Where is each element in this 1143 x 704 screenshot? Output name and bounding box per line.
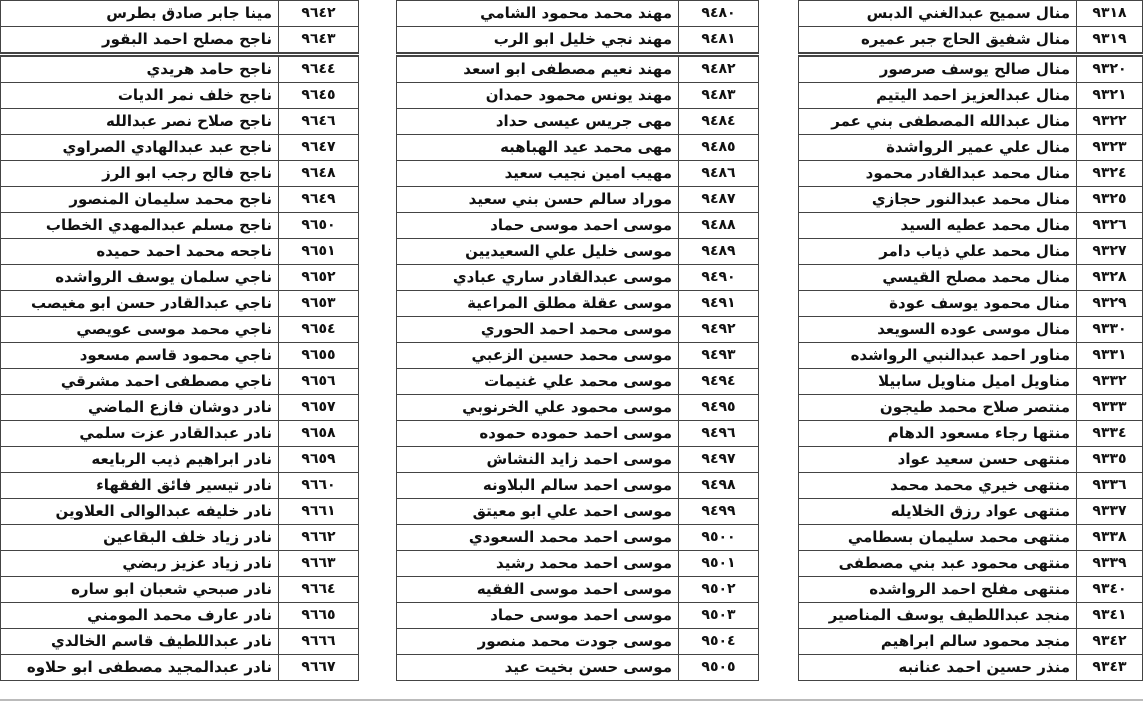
person-name-cell: ناجح مسلم عبدالمهدي الخطاب	[1, 213, 279, 239]
person-name-cell: نادر ابراهيم ذيب الربايعه	[1, 447, 279, 473]
serial-number-cell: ٩٦٦٠	[279, 473, 359, 499]
serial-number-cell: ٩٦٦٣	[279, 551, 359, 577]
person-name-cell: موسى احمد حموده حموده	[397, 421, 679, 447]
table-row	[397, 1, 759, 27]
names-table-right	[798, 0, 1143, 681]
person-name-cell: موسى عبدالقادر ساري عبادي	[397, 265, 679, 291]
person-name-cell: ناجح حامد هريدي	[1, 55, 279, 83]
table-row	[397, 395, 759, 421]
serial-number-cell: ٩٤٨٠	[679, 1, 759, 27]
table-row	[799, 27, 1143, 55]
serial-number-cell: ٩٣٢٩	[1077, 291, 1143, 317]
person-name-cell: منال صالح يوسف صرصور	[799, 55, 1077, 83]
table-row	[799, 83, 1143, 109]
person-name-cell: ناجح فالح رجب ابو الرز	[1, 161, 279, 187]
table-row	[799, 343, 1143, 369]
person-name-cell: ناجح صلاح نصر عبدالله	[1, 109, 279, 135]
table-row	[397, 577, 759, 603]
person-name-cell: مناور احمد عبدالنبي الرواشده	[799, 343, 1077, 369]
person-name-cell: منتهى محمود عبد بني مصطفى	[799, 551, 1077, 577]
table-row	[799, 161, 1143, 187]
person-name-cell: ناجي محمود قاسم مسعود	[1, 343, 279, 369]
serial-number-cell: ٩٦٤٦	[279, 109, 359, 135]
serial-number-cell: ٩٦٦٢	[279, 525, 359, 551]
table-row	[397, 655, 759, 681]
serial-number-cell: ٩٣٣١	[1077, 343, 1143, 369]
person-name-cell: موسى احمد محمد رشيد	[397, 551, 679, 577]
person-name-cell: منال محمد عبدالقادر محمود	[799, 161, 1077, 187]
table-row	[1, 187, 359, 213]
serial-number-cell: ٩٤٩٥	[679, 395, 759, 421]
person-name-cell: مهند نجي خليل ابو الرب	[397, 27, 679, 55]
table-row	[1, 161, 359, 187]
serial-number-cell: ٩٣٣٨	[1077, 525, 1143, 551]
serial-number-cell: ٩٤٩٩	[679, 499, 759, 525]
table-body-left	[1, 1, 359, 681]
serial-number-cell: ٩٣٤٠	[1077, 577, 1143, 603]
table-row	[799, 551, 1143, 577]
person-name-cell: موسى احمد زايد النشاش	[397, 447, 679, 473]
table-row	[1, 213, 359, 239]
table-row	[397, 109, 759, 135]
person-name-cell: منتهى خيري محمد محمد	[799, 473, 1077, 499]
serial-number-cell: ٩٥٠٥	[679, 655, 759, 681]
person-name-cell: مهى جريس عيسى حداد	[397, 109, 679, 135]
serial-number-cell: ٩٦٥٤	[279, 317, 359, 343]
person-name-cell: موسى احمد علي ابو معيتق	[397, 499, 679, 525]
table-row	[1, 421, 359, 447]
person-name-cell: ناجح مصلح احمد البقور	[1, 27, 279, 55]
table-row	[1, 525, 359, 551]
table-row	[799, 395, 1143, 421]
table-row	[799, 421, 1143, 447]
person-name-cell: موسى محمد احمد الحوري	[397, 317, 679, 343]
serial-number-cell: ٩٤٨٤	[679, 109, 759, 135]
person-name-cell: موسى احمد موسى الفقيه	[397, 577, 679, 603]
person-name-cell: نادر عارف محمد المومني	[1, 603, 279, 629]
serial-number-cell: ٩٤٨٥	[679, 135, 759, 161]
serial-number-cell: ٩٣٢٠	[1077, 55, 1143, 83]
table-row	[397, 447, 759, 473]
serial-number-cell: ٩٤٨٦	[679, 161, 759, 187]
serial-number-cell: ٩٥٠٤	[679, 629, 759, 655]
serial-number-cell: ٩٥٠١	[679, 551, 759, 577]
serial-number-cell: ٩٤٨١	[679, 27, 759, 55]
person-name-cell: مينا جابر صادق بطرس	[1, 1, 279, 27]
person-name-cell: ناجي محمد موسى عويصي	[1, 317, 279, 343]
serial-number-cell: ٩٤٨٢	[679, 55, 759, 83]
table-row	[799, 499, 1143, 525]
serial-number-cell: ٩٤٨٩	[679, 239, 759, 265]
person-name-cell: منال محمد عبدالنور حجازي	[799, 187, 1077, 213]
person-name-cell: ناجح محمد سليمان المنصور	[1, 187, 279, 213]
serial-number-cell: ٩٦٦٦	[279, 629, 359, 655]
table-row	[397, 27, 759, 55]
serial-number-cell: ٩٣٣٢	[1077, 369, 1143, 395]
serial-number-cell: ٩٦٥١	[279, 239, 359, 265]
names-table-left	[0, 0, 359, 681]
person-name-cell: منال سميح عبدالغني الدبس	[799, 1, 1077, 27]
table-row	[799, 239, 1143, 265]
table-row	[799, 109, 1143, 135]
person-name-cell: مهند نعيم مصطفى ابو اسعد	[397, 55, 679, 83]
serial-number-cell: ٩٣١٨	[1077, 1, 1143, 27]
table-row	[799, 187, 1143, 213]
serial-number-cell: ٩٣٣٧	[1077, 499, 1143, 525]
serial-number-cell: ٩٤٨٧	[679, 187, 759, 213]
person-name-cell: موسى جودت محمد منصور	[397, 629, 679, 655]
serial-number-cell: ٩٦٦١	[279, 499, 359, 525]
table-row	[1, 577, 359, 603]
table-row	[397, 499, 759, 525]
table-row	[799, 447, 1143, 473]
serial-number-cell: ٩٦٥٥	[279, 343, 359, 369]
person-name-cell: منال عبدالعزيز احمد اليتيم	[799, 83, 1077, 109]
serial-number-cell: ٩٣٣٥	[1077, 447, 1143, 473]
serial-number-cell: ٩٦٤٧	[279, 135, 359, 161]
serial-number-cell: ٩٣٤١	[1077, 603, 1143, 629]
serial-number-cell: ٩٣٢٦	[1077, 213, 1143, 239]
table-row	[1, 83, 359, 109]
serial-number-cell: ٩٤٩٤	[679, 369, 759, 395]
person-name-cell: منال علي عمير الرواشدة	[799, 135, 1077, 161]
serial-number-cell: ٩٤٨٣	[679, 83, 759, 109]
serial-number-cell: ٩٣٣٦	[1077, 473, 1143, 499]
person-name-cell: نادر تيسير فائق الفقهاء	[1, 473, 279, 499]
person-name-cell: موسى محمد حسين الزعبي	[397, 343, 679, 369]
table-row	[799, 577, 1143, 603]
serial-number-cell: ٩٦٥٩	[279, 447, 359, 473]
table-row	[1, 239, 359, 265]
table-row	[1, 655, 359, 681]
serial-number-cell: ٩٣٢١	[1077, 83, 1143, 109]
table-row	[1, 473, 359, 499]
person-name-cell: ناجي عبدالقادر حسن ابو مغيصب	[1, 291, 279, 317]
serial-number-cell: ٩٦٥٠	[279, 213, 359, 239]
serial-number-cell: ٩٣٢٣	[1077, 135, 1143, 161]
serial-number-cell: ٩٤٩٣	[679, 343, 759, 369]
person-name-cell: مناويل اميل مناويل سابيلا	[799, 369, 1077, 395]
person-name-cell: موسى محمود علي الخرنوبي	[397, 395, 679, 421]
person-name-cell: منتهى محمد سليمان بسطامي	[799, 525, 1077, 551]
table-row	[397, 55, 759, 83]
person-name-cell: منجد عبداللطيف يوسف المناصير	[799, 603, 1077, 629]
table-row	[799, 291, 1143, 317]
table-row	[799, 629, 1143, 655]
person-name-cell: مهند يونس محمود حمدان	[397, 83, 679, 109]
serial-number-cell: ٩٤٩٧	[679, 447, 759, 473]
names-table-middle	[396, 0, 759, 681]
serial-number-cell: ٩٤٩٦	[679, 421, 759, 447]
serial-number-cell: ٩٦٤٢	[279, 1, 359, 27]
table-row	[1, 265, 359, 291]
serial-number-cell: ٩٥٠٢	[679, 577, 759, 603]
table-row	[1, 343, 359, 369]
serial-number-cell: ٩٣٢٢	[1077, 109, 1143, 135]
table-row	[397, 473, 759, 499]
person-name-cell: نادر صبحي شعبان ابو ساره	[1, 577, 279, 603]
serial-number-cell: ٩٣٢٤	[1077, 161, 1143, 187]
serial-number-cell: ٩٣٣٣	[1077, 395, 1143, 421]
table-row	[799, 265, 1143, 291]
table-row	[1, 603, 359, 629]
person-name-cell: موسى حسن بخيت عيد	[397, 655, 679, 681]
serial-number-cell: ٩٣٣٠	[1077, 317, 1143, 343]
person-name-cell: موسى محمد علي غنيمات	[397, 369, 679, 395]
person-name-cell: موراد سالم حسن بني سعيد	[397, 187, 679, 213]
serial-number-cell: ٩٥٠٣	[679, 603, 759, 629]
person-name-cell: منتهى حسن سعيد عواد	[799, 447, 1077, 473]
serial-number-cell: ٩٣٢٨	[1077, 265, 1143, 291]
serial-number-cell: ٩٣١٩	[1077, 27, 1143, 55]
person-name-cell: ناجحه محمد احمد حميده	[1, 239, 279, 265]
person-name-cell: مهند محمد محمود الشامي	[397, 1, 679, 27]
person-name-cell: ناجي مصطفى احمد مشرقي	[1, 369, 279, 395]
person-name-cell: منجد محمود سالم ابراهيم	[799, 629, 1077, 655]
table-row	[397, 187, 759, 213]
table-row	[1, 1, 359, 27]
serial-number-cell: ٩٦٥٧	[279, 395, 359, 421]
person-name-cell: منتهى مفلح احمد الرواشده	[799, 577, 1077, 603]
person-name-cell: منتصر صلاح محمد طيجون	[799, 395, 1077, 421]
person-name-cell: منتها رجاء مسعود الدهام	[799, 421, 1077, 447]
person-name-cell: موسى خليل علي السعيديين	[397, 239, 679, 265]
person-name-cell: موسى احمد محمد السعودي	[397, 525, 679, 551]
table-row	[397, 421, 759, 447]
person-name-cell: منال عبدالله المصطفى بني عمر	[799, 109, 1077, 135]
person-name-cell: ناجح عبد عبدالهادي الصراوي	[1, 135, 279, 161]
person-name-cell: نادر عبدالقادر عزت سلمي	[1, 421, 279, 447]
person-name-cell: منال شفيق الحاج جبر عميره	[799, 27, 1077, 55]
table-row	[1, 109, 359, 135]
table-row	[397, 213, 759, 239]
table-row	[799, 1, 1143, 27]
table-row	[799, 655, 1143, 681]
serial-number-cell: ٩٦٤٨	[279, 161, 359, 187]
table-row	[397, 135, 759, 161]
table-row	[1, 317, 359, 343]
serial-number-cell: ٩٣٣٩	[1077, 551, 1143, 577]
table-row	[1, 291, 359, 317]
table-row	[397, 161, 759, 187]
page-bottom-divider	[0, 699, 1143, 701]
person-name-cell: نادر خليفه عبدالوالى العلاوين	[1, 499, 279, 525]
serial-number-cell: ٩٤٩١	[679, 291, 759, 317]
person-name-cell: مهيب امين نجيب سعيد	[397, 161, 679, 187]
table-row	[799, 603, 1143, 629]
table-body-middle	[397, 1, 759, 681]
table-row	[1, 499, 359, 525]
serial-number-cell: ٩٣٣٤	[1077, 421, 1143, 447]
table-row	[1, 135, 359, 161]
table-row	[799, 135, 1143, 161]
table-row	[397, 629, 759, 655]
person-name-cell: ناجح خلف نمر الديات	[1, 83, 279, 109]
table-row	[1, 395, 359, 421]
serial-number-cell: ٩٦٤٩	[279, 187, 359, 213]
table-row	[397, 265, 759, 291]
serial-number-cell: ٩٦٥٢	[279, 265, 359, 291]
serial-number-cell: ٩٦٥٣	[279, 291, 359, 317]
serial-number-cell: ٩٤٩٠	[679, 265, 759, 291]
table-row	[397, 603, 759, 629]
serial-number-cell: ٩٣٢٥	[1077, 187, 1143, 213]
table-row	[397, 83, 759, 109]
person-name-cell: منال محمد علي ذياب دامر	[799, 239, 1077, 265]
serial-number-cell: ٩٤٨٨	[679, 213, 759, 239]
table-row	[799, 473, 1143, 499]
table-row	[799, 369, 1143, 395]
table-row	[397, 369, 759, 395]
person-name-cell: موسى احمد موسى حماد	[397, 213, 679, 239]
person-name-cell: موسى احمد موسى حماد	[397, 603, 679, 629]
serial-number-cell: ٩٦٤٥	[279, 83, 359, 109]
table-row	[397, 343, 759, 369]
person-name-cell: موسى عقلة مطلق المراعية	[397, 291, 679, 317]
table-row	[397, 525, 759, 551]
serial-number-cell: ٩٣٤٢	[1077, 629, 1143, 655]
serial-number-cell: ٩٦٥٨	[279, 421, 359, 447]
table-row	[799, 55, 1143, 83]
person-name-cell: نادر دوشان فازع الماضي	[1, 395, 279, 421]
person-name-cell: ناجي سلمان يوسف الرواشده	[1, 265, 279, 291]
person-name-cell: منتهى عواد رزق الخلايله	[799, 499, 1077, 525]
serial-number-cell: ٩٦٦٤	[279, 577, 359, 603]
person-name-cell: نادر زياد خلف البقاعين	[1, 525, 279, 551]
serial-number-cell: ٩٦٦٥	[279, 603, 359, 629]
person-name-cell: منال محمد عطيه السيد	[799, 213, 1077, 239]
table-row	[1, 27, 359, 55]
person-name-cell: نادر عبداللطيف قاسم الخالدي	[1, 629, 279, 655]
person-name-cell: منذر حسين احمد عنانبه	[799, 655, 1077, 681]
serial-number-cell: ٩٥٠٠	[679, 525, 759, 551]
person-name-cell: نادر زياد عزيز ربضي	[1, 551, 279, 577]
person-name-cell: مهى محمد عيد الهباهبه	[397, 135, 679, 161]
table-body-right	[799, 1, 1143, 681]
table-row	[1, 447, 359, 473]
table-row	[1, 369, 359, 395]
serial-number-cell: ٩٤٩٨	[679, 473, 759, 499]
table-row	[397, 551, 759, 577]
serial-number-cell: ٩٤٩٢	[679, 317, 759, 343]
serial-number-cell: ٩٣٤٣	[1077, 655, 1143, 681]
person-name-cell: موسى احمد سالم البلاونه	[397, 473, 679, 499]
table-row	[799, 317, 1143, 343]
person-name-cell: منال موسى عوده السويعد	[799, 317, 1077, 343]
person-name-cell: منال محمود يوسف عودة	[799, 291, 1077, 317]
table-row	[397, 291, 759, 317]
serial-number-cell: ٩٦٤٣	[279, 27, 359, 55]
person-name-cell: منال محمد مصلح القيسي	[799, 265, 1077, 291]
table-row	[397, 239, 759, 265]
serial-number-cell: ٩٣٢٧	[1077, 239, 1143, 265]
table-row	[1, 55, 359, 83]
table-row	[799, 213, 1143, 239]
serial-number-cell: ٩٦٥٦	[279, 369, 359, 395]
table-row	[1, 551, 359, 577]
serial-number-cell: ٩٦٤٤	[279, 55, 359, 83]
table-row	[1, 629, 359, 655]
table-row	[397, 317, 759, 343]
serial-number-cell: ٩٦٦٧	[279, 655, 359, 681]
person-name-cell: نادر عبدالمجيد مصطفى ابو حلاوه	[1, 655, 279, 681]
table-row	[799, 525, 1143, 551]
